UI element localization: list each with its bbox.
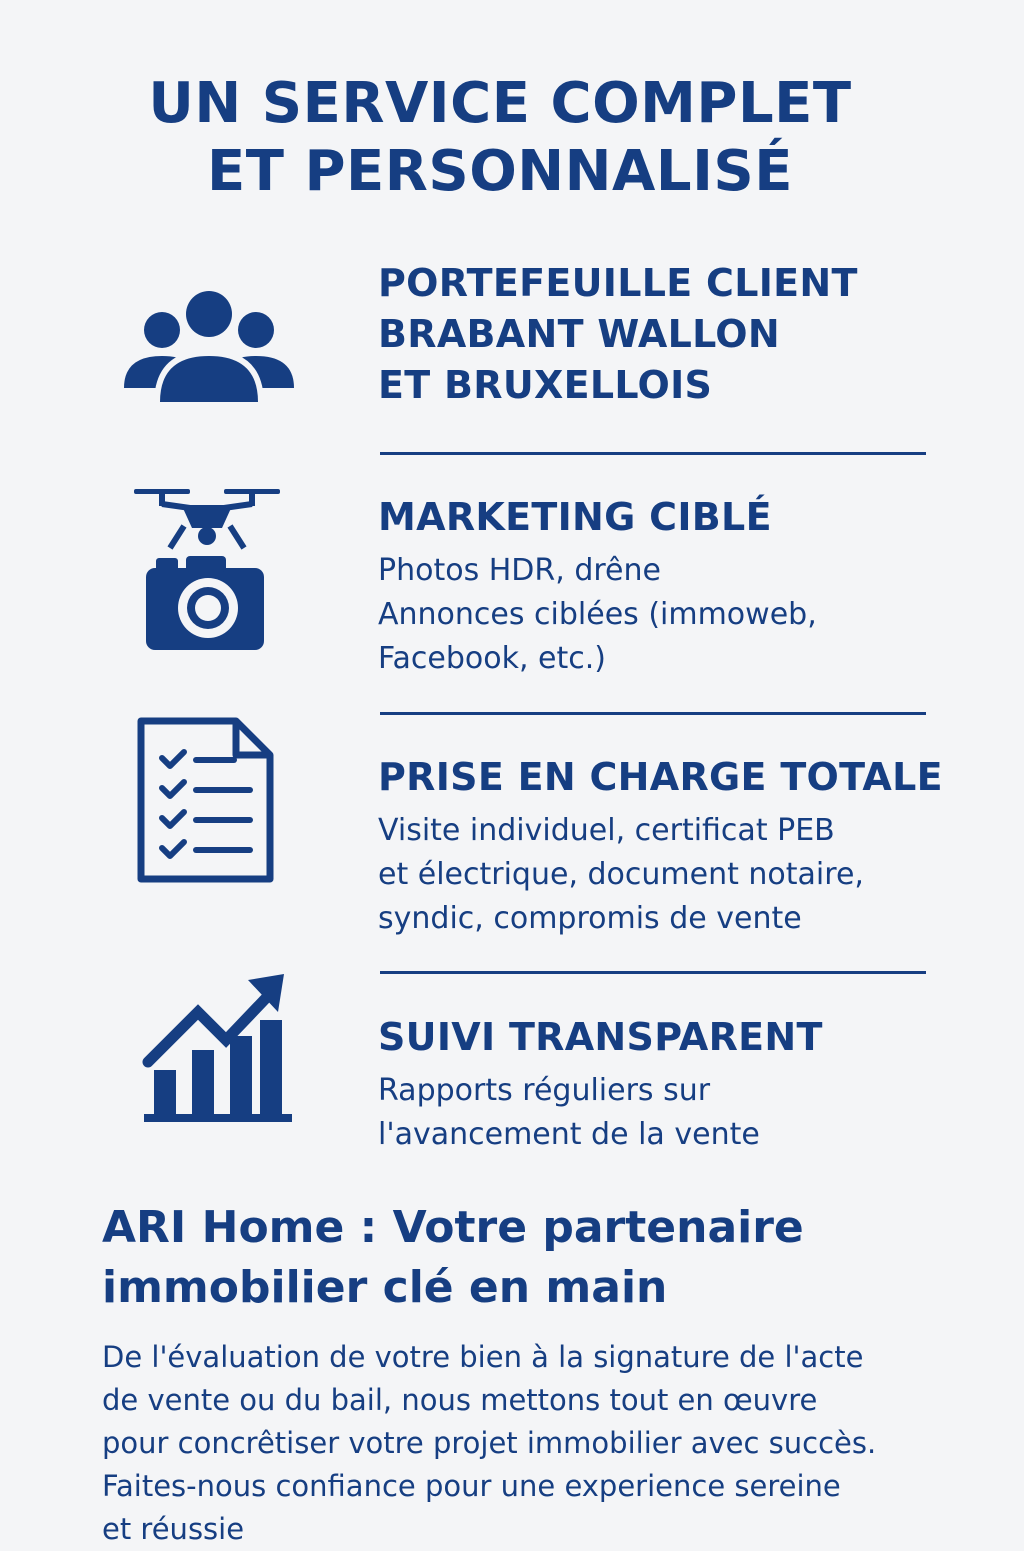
service-full-support: [378, 752, 968, 941]
divider: [380, 712, 926, 715]
service-title: MARKETING CIBLÉ: [378, 495, 772, 539]
page-title-line-2: ET PERSONNALISÉ: [207, 139, 793, 204]
checklist-document-icon: [136, 716, 276, 884]
page-title: [0, 70, 1000, 206]
footer: [102, 1198, 982, 1551]
footer-description: De l'évaluation de votre bien à la signature de l'acte de vente ou du bail, nous mettons tout en œuvre pour concrêtiser votre projet immobilier avec succès. Faites-nous confiance pour une experience sereine et réussie: [102, 1340, 877, 1546]
divider: [380, 971, 926, 974]
users-group-icon: [122, 284, 296, 404]
service-portfolio: [378, 258, 968, 411]
page-title-line-1: UN SERVICE COMPLET: [148, 71, 852, 136]
service-marketing: [378, 492, 968, 681]
footer-title: ARI Home : Votre partenaire immobilier clé en main: [102, 1202, 804, 1313]
service-description: Visite individuel, certificat PEB et électrique, document notaire, syndic, compromis de vente: [378, 813, 864, 936]
growth-chart-icon: [140, 972, 296, 1124]
drone-camera-icon: [132, 486, 282, 654]
service-title: PRISE EN CHARGE TOTALE: [378, 755, 943, 799]
service-title: PORTEFEUILLE CLIENT BRABANT WALLON ET BRUXELLOIS: [378, 261, 858, 407]
service-description: Rapports réguliers sur l'avancement de la vente: [378, 1073, 760, 1152]
service-title: SUIVI TRANSPARENT: [378, 1015, 823, 1059]
divider: [380, 452, 926, 455]
service-description: Photos HDR, drêne Annonces ciblées (immoweb, Facebook, etc.): [378, 553, 817, 676]
service-transparent-tracking: [378, 1012, 968, 1157]
